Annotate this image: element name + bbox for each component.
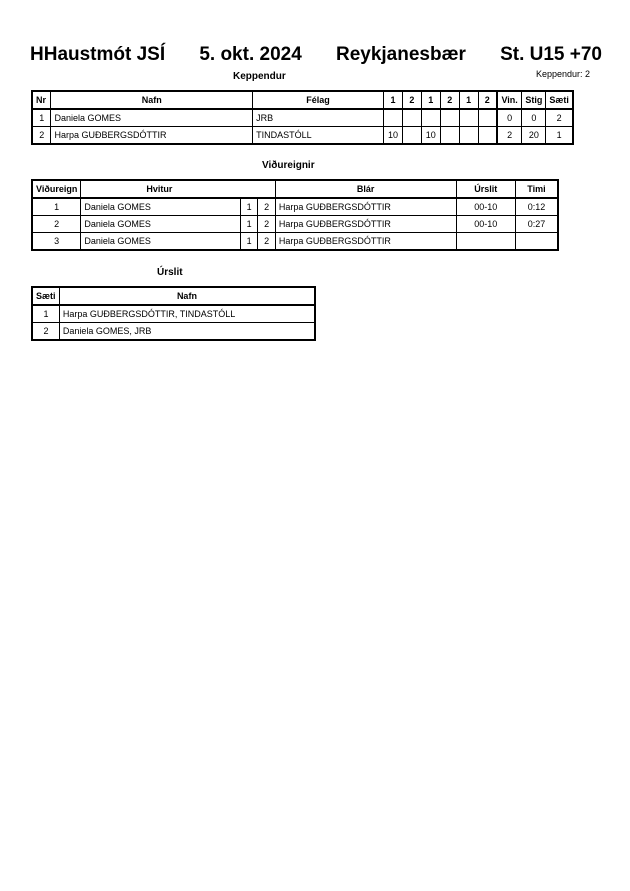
cell-hvitur: Daniela GOMES (81, 233, 241, 251)
col-nafn: Nafn (51, 91, 253, 109)
cell-nr: 1 (32, 109, 51, 127)
cell-nafn: Daniela GOMES (51, 109, 253, 127)
cell-round (459, 109, 478, 127)
title-category: St. U15 +70 (500, 44, 602, 65)
cell-nr: 2 (32, 127, 51, 145)
keppendur-table (31, 90, 574, 145)
cell-round: 10 (421, 127, 440, 145)
table-row (32, 323, 315, 341)
table-row (32, 216, 558, 233)
cell-saeti: 1 (32, 305, 59, 323)
cell-score-b: 2 (258, 233, 276, 251)
table-row (32, 305, 315, 323)
vidureignir-section-title: Viðureignir (262, 160, 315, 171)
title-date: 5. okt. 2024 (199, 44, 302, 65)
cell-score-a: 1 (240, 216, 258, 233)
cell-urslit: 00-10 (456, 198, 515, 216)
cell-round: 10 (383, 127, 402, 145)
table-row (32, 109, 573, 127)
cell-saeti: 1 (546, 127, 573, 145)
col-round: 1 (459, 91, 478, 109)
cell-round (478, 109, 497, 127)
col-vin: Vin. (497, 91, 522, 109)
col-nafn: Nafn (59, 287, 315, 305)
cell-round (440, 109, 459, 127)
keppendur-section-title: Keppendur (233, 71, 286, 82)
urslit-table (31, 286, 316, 341)
cell-hvitur: Daniela GOMES (81, 198, 241, 216)
cell-timi (515, 233, 558, 251)
cell-vin: 0 (497, 109, 522, 127)
cell-nr: 2 (32, 216, 81, 233)
col-urslit: Úrslit (456, 180, 515, 198)
cell-score-b: 2 (258, 198, 276, 216)
cell-nafn: Harpa GUÐBERGSDÓTTIR (51, 127, 253, 145)
table-header-row (32, 180, 558, 198)
cell-round (478, 127, 497, 145)
table-header-row (32, 91, 573, 109)
cell-round (440, 127, 459, 145)
cell-score-a: 1 (240, 198, 258, 216)
urslit-section-title: Úrslit (157, 267, 183, 278)
col-round: 2 (402, 91, 421, 109)
table-row (32, 198, 558, 216)
cell-round (421, 109, 440, 127)
cell-timi: 0:27 (515, 216, 558, 233)
cell-felag: JRB (253, 109, 384, 127)
cell-saeti: 2 (546, 109, 573, 127)
cell-nafn: Daniela GOMES, JRB (59, 323, 315, 341)
cell-stig: 20 (522, 127, 546, 145)
col-saeti: Sæti (32, 287, 59, 305)
cell-urslit (456, 233, 515, 251)
cell-vin: 2 (497, 127, 522, 145)
cell-score-b: 2 (258, 216, 276, 233)
cell-round (402, 109, 421, 127)
col-round: 1 (383, 91, 402, 109)
cell-round (402, 127, 421, 145)
document-title (30, 44, 602, 66)
table-header-row (32, 287, 315, 305)
cell-saeti: 2 (32, 323, 59, 341)
col-round: 2 (478, 91, 497, 109)
cell-score-a: 1 (240, 233, 258, 251)
col-round: 1 (421, 91, 440, 109)
cell-nr: 3 (32, 233, 81, 251)
title-location: Reykjanesbær (335, 44, 466, 65)
title-event: HHaustmót JSÍ (30, 44, 166, 65)
table-row (32, 127, 573, 145)
cell-nafn: Harpa GUÐBERGSDÓTTIR, TINDASTÓLL (59, 305, 315, 323)
cell-hvitur: Daniela GOMES (81, 216, 241, 233)
cell-round (459, 127, 478, 145)
col-hvitur: Hvitur (81, 180, 276, 198)
cell-blar: Harpa GUÐBERGSDÓTTIR (275, 233, 456, 251)
cell-nr: 1 (32, 198, 81, 216)
keppendur-count: Keppendur: 2 (536, 69, 591, 79)
col-round: 2 (440, 91, 459, 109)
cell-timi: 0:12 (515, 198, 558, 216)
table-row (32, 233, 558, 251)
cell-blar: Harpa GUÐBERGSDÓTTIR (275, 198, 456, 216)
col-blar: Blár (275, 180, 456, 198)
cell-blar: Harpa GUÐBERGSDÓTTIR (275, 216, 456, 233)
col-felag: Félag (253, 91, 384, 109)
cell-urslit: 00-10 (456, 216, 515, 233)
col-nr: Nr (32, 91, 51, 109)
col-vidureign: Viðureign (32, 180, 81, 198)
col-stig: Stig (522, 91, 546, 109)
cell-stig: 0 (522, 109, 546, 127)
cell-felag: TINDASTÓLL (253, 127, 384, 145)
col-saeti: Sæti (546, 91, 573, 109)
cell-round (383, 109, 402, 127)
vidureignir-table (31, 179, 559, 251)
col-timi: Timi (515, 180, 558, 198)
